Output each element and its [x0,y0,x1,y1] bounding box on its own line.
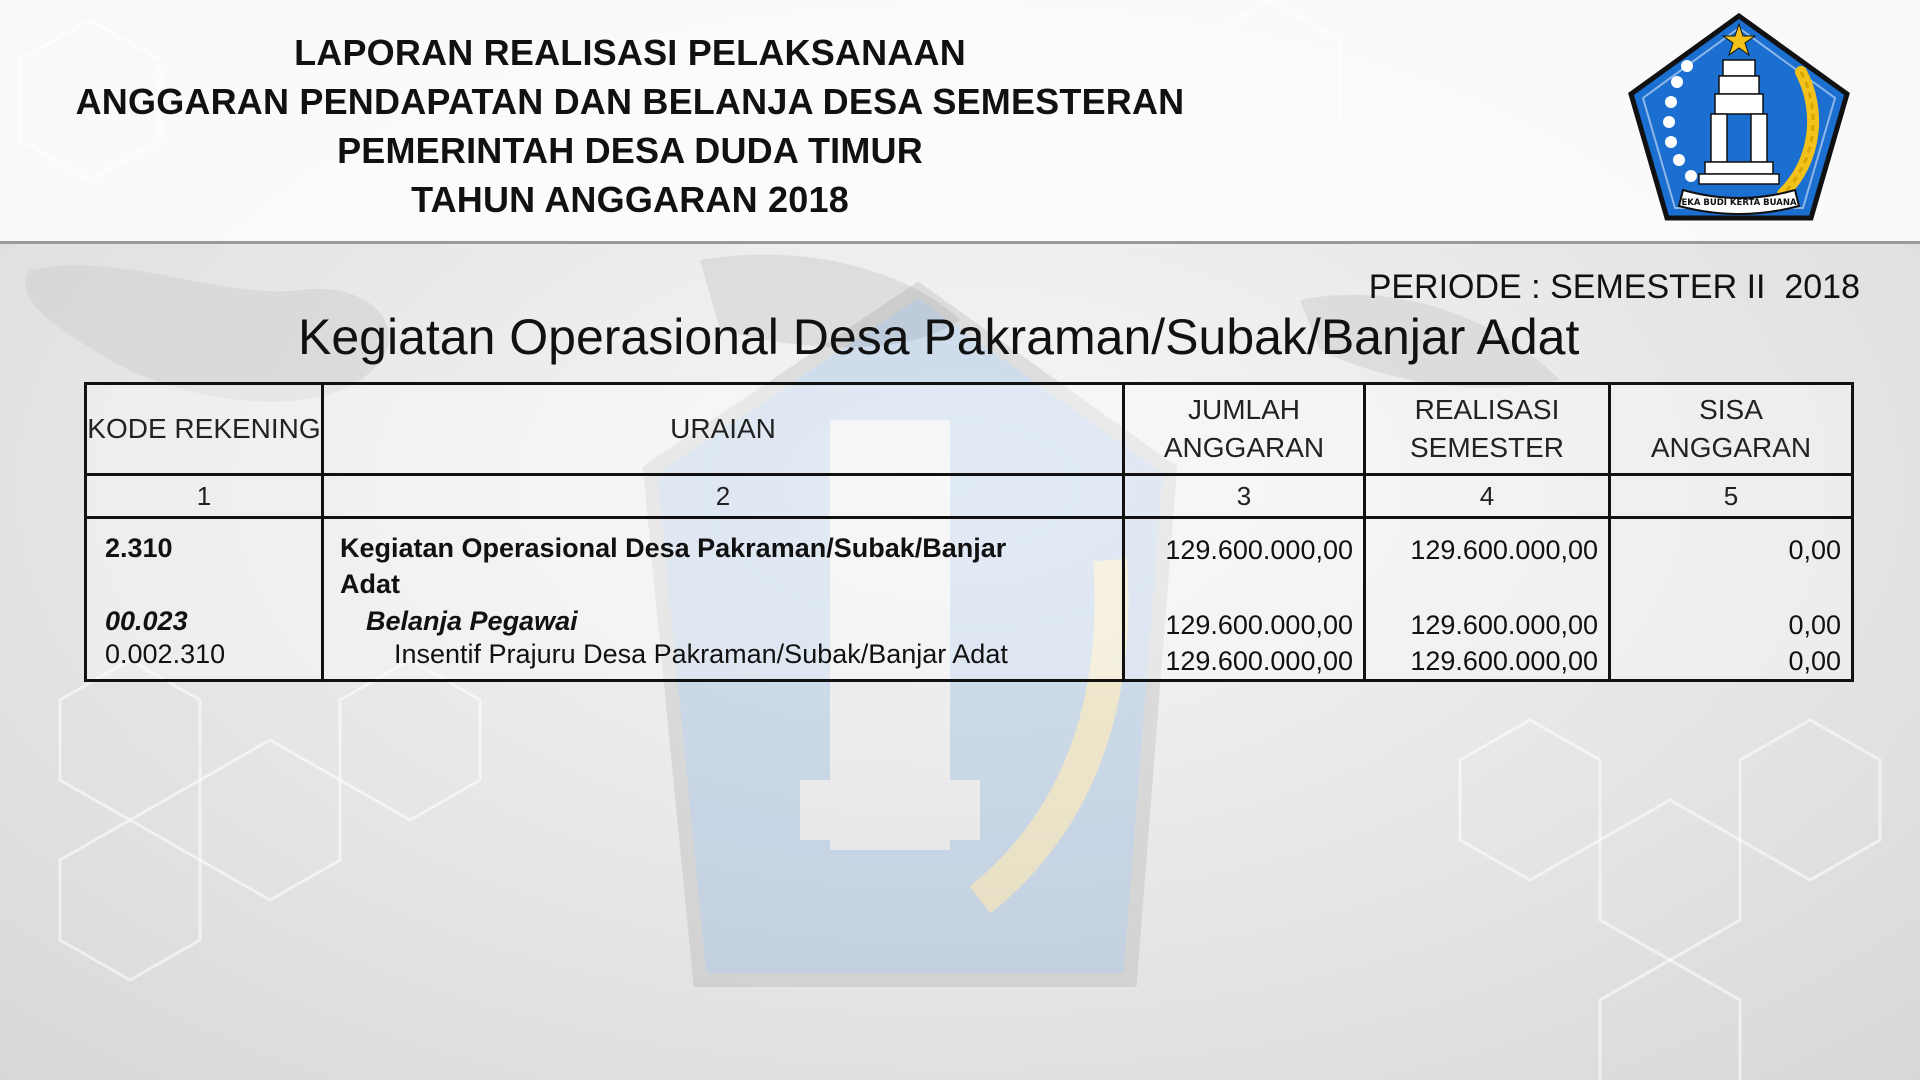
header-realisasi-semester: REALISASI SEMESTER [1365,384,1610,475]
header-divider [0,241,1920,244]
uraian-belanja: Belanja Pegawai [366,606,578,636]
regency-emblem-logo [1625,10,1853,225]
uraian-cell [323,518,1124,681]
sisa-anggaran-cell [1610,518,1853,681]
title-line-3: PEMERINTAH DESA DUDA TIMUR [337,130,923,171]
jumlah-anggaran-cell [1124,518,1365,681]
uraian-activity-line-1: Kegiatan Operasional Desa Pakraman/Subak/Banjar [340,533,1007,563]
header-sisa-anggaran: SISA ANGGARAN [1610,384,1853,475]
uraian-activity-line-2: Adat [340,569,400,599]
kode-belanja: 00.023 [105,606,188,636]
realization-table [84,382,1854,682]
realisasi-insentif: 129.600.000,00 [1410,646,1598,676]
title-line-2: ANGGARAN PENDAPATAN DAN BELANJA DESA SEMESTERAN [75,81,1185,122]
sisa-belanja: 0,00 [1788,610,1841,640]
period-value: SEMESTER II 2018 [1550,268,1860,306]
header-jumlah-anggaran: JUMLAH ANGGARAN [1124,384,1365,475]
jumlah-insentif: 129.600.000,00 [1165,646,1353,676]
column-number: 4 [1365,475,1610,518]
title-line-4: TAHUN ANGGARAN 2018 [411,179,849,220]
kode-activity: 2.310 [105,533,173,563]
sisa-activity: 0,00 [1788,535,1841,565]
kode-rekening-cell [86,518,323,681]
header-uraian: URAIAN [323,384,1124,475]
column-number: 3 [1124,475,1365,518]
jumlah-belanja: 129.600.000,00 [1165,610,1353,640]
header-kode-rekening: KODE REKENING [86,384,323,475]
period-label: PERIODE : [1368,268,1541,306]
activity-subtitle: Kegiatan Operasional Desa Pakraman/Subak/Banjar Adat [298,309,1580,365]
table-header-row [86,384,1853,475]
kode-insentif: 0.002.310 [105,639,226,669]
sisa-insentif: 0,00 [1788,646,1841,676]
realisasi-activity: 129.600.000,00 [1410,535,1598,565]
table-body-row [86,518,1853,681]
report-period [1369,268,1860,307]
jumlah-activity: 129.600.000,00 [1165,535,1353,565]
report-title [0,28,1620,224]
column-number: 5 [1610,475,1853,518]
logo-motto: EKA BUDI KERTA BUANA [1681,198,1797,208]
realisasi-belanja: 129.600.000,00 [1410,610,1598,640]
column-number: 2 [323,475,1124,518]
realisasi-semester-cell [1365,518,1610,681]
title-line-1: LAPORAN REALISASI PELAKSANAAN [294,32,966,73]
column-number-row [86,475,1853,518]
uraian-insentif: Insentif Prajuru Desa Pakraman/Subak/Banjar Adat [394,639,1008,669]
column-number: 1 [86,475,323,518]
